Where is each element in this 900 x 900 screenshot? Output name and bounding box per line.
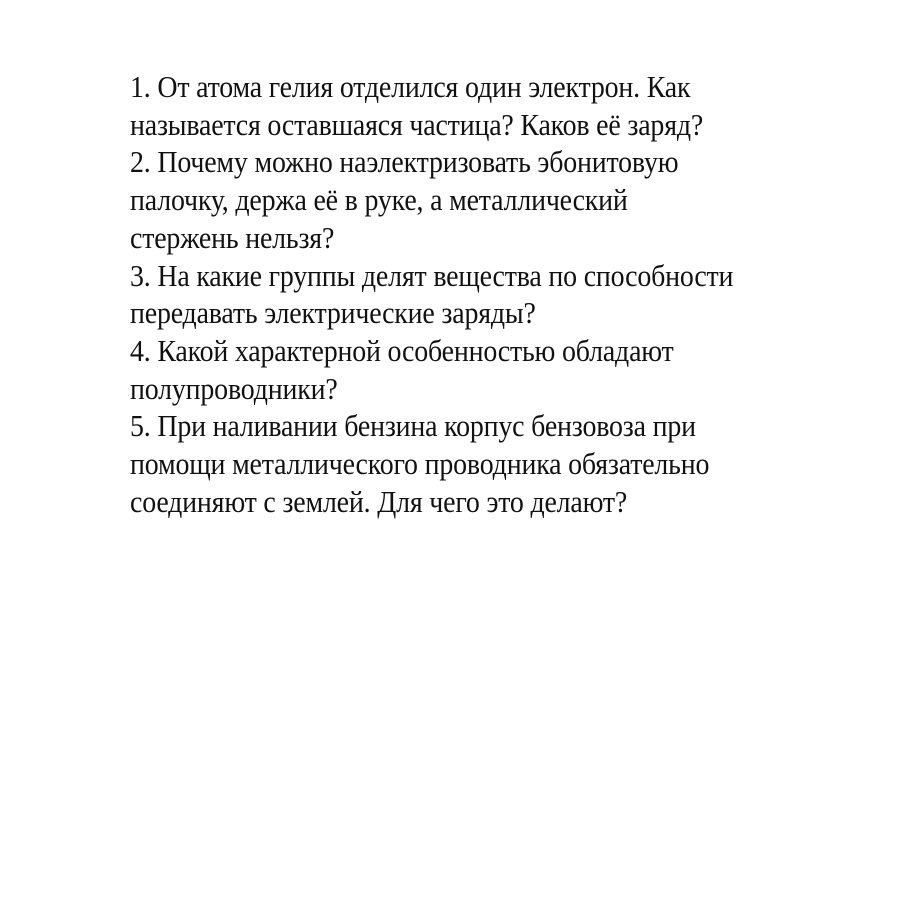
question-5-line-1: 5. При наливании бензина корпус бензовоза при [130,408,696,444]
question-1-line-1: 1. От атома гелия отделился один электрон. Как [130,69,691,104]
question-1 [130,68,870,143]
question-5-line-3: соединяют с землей. Для чего это делают? [130,483,628,519]
question-4-line-1: 4. Какой характерной особенностью обладают [130,332,674,368]
question-2-line-2: палочку, держа её в руке, а металлический [130,182,628,218]
question-3-line-2: передавать электрические заряды? [130,295,536,331]
question-3 [130,257,870,332]
question-4-line-2: полупроводники? [130,370,338,406]
question-2-line-3: стержень нельзя? [130,219,335,255]
question-list [130,68,870,520]
question-5-line-2: помощи металлического проводника обязательно [130,446,710,482]
question-1-line-2: называется оставшаяся частица? Каков её заряд? [130,106,704,142]
question-4 [130,332,870,407]
question-3-line-1: 3. На какие группы делят вещества по способности [130,257,734,293]
question-2 [130,143,870,256]
question-5 [130,407,870,520]
question-2-line-1: 2. Почему можно наэлектризовать эбонитовую [130,144,679,180]
